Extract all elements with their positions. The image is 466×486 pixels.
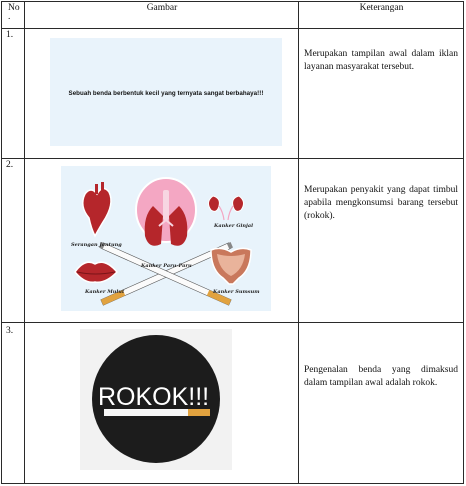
header-divider	[1, 28, 464, 29]
header-keterangan: Keterangan	[359, 3, 404, 13]
row-number-1: 1.	[6, 30, 14, 40]
row-description-2: Merupakan penyakit yang dapat timbul apabila mengkonsumsi barang tersebut (rokok).	[304, 185, 458, 221]
label-lips: Kanker Mulut	[85, 289, 125, 295]
ad-image-intro	[50, 38, 282, 146]
lips-icon	[75, 262, 117, 282]
disease-illustration	[61, 166, 271, 311]
ad-image-diseases	[61, 166, 271, 311]
row-divider-1	[1, 158, 464, 159]
bladder-icon	[211, 248, 251, 284]
row-number-2: 2.	[6, 160, 14, 170]
heart-icon	[83, 182, 111, 236]
lungs-icon	[136, 178, 196, 246]
header-gambar: Gambar	[146, 3, 178, 13]
column-divider-1	[24, 1, 25, 484]
table-border-right	[463, 1, 464, 484]
label-heart: Serangan Jantung	[71, 242, 122, 248]
rokok-text: ROKOK!!!	[98, 383, 210, 411]
row-description-1: Merupakan tampilan awal dalam iklan layanan masyarakat tersebut.	[304, 49, 458, 72]
label-lungs: Kanker Paru-Paru	[141, 263, 192, 269]
column-divider-2	[298, 1, 299, 484]
intro-caption: Sebuah benda berbentuk kecil yang ternyata sangat berbahaya!!!	[68, 90, 264, 97]
header-no	[2, 2, 24, 20]
label-kidney: Kanker Ginjal	[214, 223, 253, 229]
row-number-3: 3.	[6, 326, 14, 336]
table-border-bottom	[1, 483, 464, 484]
header-no-dot: .	[8, 12, 11, 22]
label-bladder: Kanker Sumsum	[213, 289, 260, 295]
row-divider-2	[1, 322, 464, 323]
row-description-3: Pengenalan benda yang dimaksud dalam tampilan awal adalah rokok.	[304, 365, 458, 388]
kidney-icon	[208, 196, 243, 220]
table-border-left	[1, 1, 2, 484]
header-no-label: No	[8, 3, 20, 13]
